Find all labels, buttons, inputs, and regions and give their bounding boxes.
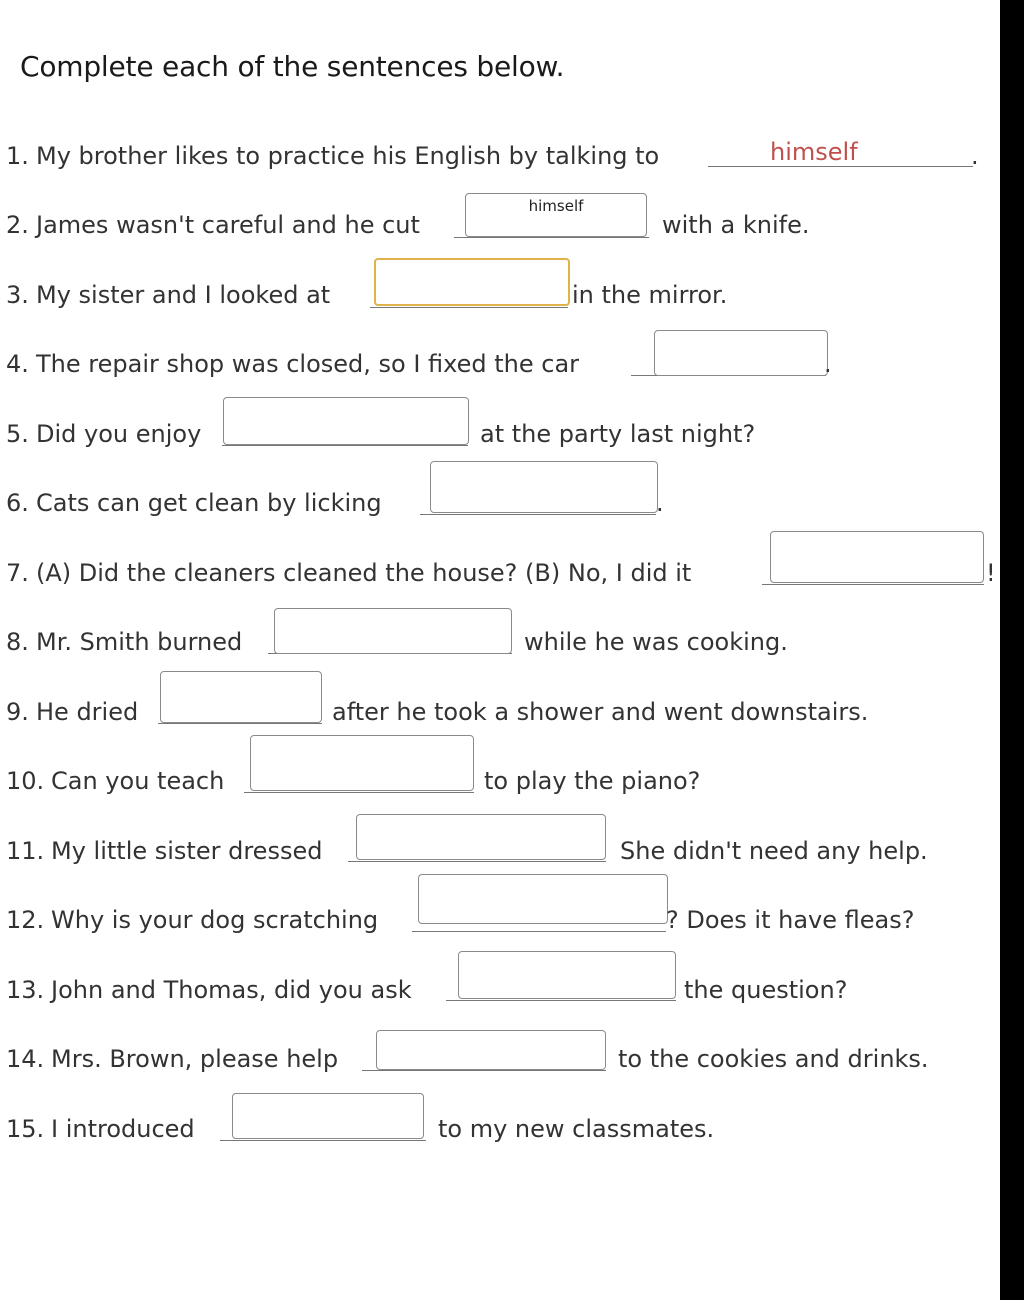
item-number: 15.	[6, 1115, 45, 1143]
sentence-5	[6, 414, 996, 454]
sentence-text: James wasn't careful and he cut	[36, 211, 420, 239]
answer-line	[420, 514, 656, 515]
item-number: 6.	[6, 489, 29, 517]
answer-box-2[interactable]	[465, 193, 647, 237]
item-number: 9.	[6, 698, 29, 726]
sentence-text: John and Thomas, did you ask	[51, 976, 412, 1004]
sentence-13	[6, 970, 996, 1010]
answer-box-14[interactable]	[376, 1030, 606, 1070]
item-number: 8.	[6, 628, 29, 656]
sentence-text: Mr. Smith burned	[36, 628, 243, 656]
answer-box-15[interactable]	[232, 1093, 424, 1139]
page-title: Complete each of the sentences below.	[20, 50, 565, 83]
item-number: 4.	[6, 350, 29, 378]
sentence-7	[6, 553, 1000, 593]
sentence-end: .	[656, 489, 664, 517]
sentence-text: I introduced	[51, 1115, 195, 1143]
sentence-text: My little sister dressed	[51, 837, 323, 865]
sentence-10	[6, 761, 996, 801]
answer-line	[370, 307, 568, 308]
answer-box-3[interactable]	[374, 258, 570, 306]
sentence-end: to play the piano?	[484, 767, 701, 795]
item-number: 10.	[6, 767, 45, 795]
answer-line	[362, 1070, 606, 1071]
answer-line	[348, 861, 606, 862]
answer-line	[220, 1140, 426, 1141]
sentence-4	[6, 344, 996, 384]
sentence-11	[6, 831, 996, 871]
sentence-3	[6, 275, 996, 315]
answer-box-10[interactable]	[250, 735, 474, 791]
sentence-2	[6, 197, 996, 245]
sentence-end: to the cookies and drinks.	[618, 1045, 929, 1073]
answer-box-12[interactable]	[418, 874, 668, 924]
sentence-end: .	[971, 142, 979, 170]
sentence-15	[6, 1109, 996, 1149]
sentence-6	[6, 483, 996, 523]
item-number: 3.	[6, 281, 29, 309]
sentence-text: Why is your dog scratching	[51, 906, 379, 934]
sentence-text: He dried	[36, 698, 139, 726]
sentence-text: My sister and I looked at	[36, 281, 331, 309]
answer-line	[158, 723, 322, 724]
item-number: 2.	[6, 211, 29, 239]
right-edge-bar	[1000, 0, 1024, 1300]
sentence-end: with a knife.	[662, 211, 810, 239]
sentence-end: after he took a shower and went downstairs.	[332, 698, 869, 726]
sentence-text: The repair shop was closed, so I fixed the car	[36, 350, 580, 378]
item-number: 14.	[6, 1045, 45, 1073]
item-number: 1.	[6, 142, 29, 170]
answer-box-13[interactable]	[458, 951, 676, 999]
item-number: 11.	[6, 837, 45, 865]
item-number: 13.	[6, 976, 45, 1004]
answer-line	[222, 445, 468, 446]
answer-box-7[interactable]	[770, 531, 984, 583]
sentence-text: My brother likes to practice his English by talking to	[36, 142, 660, 170]
sentence-text: Mrs. Brown, please help	[51, 1045, 339, 1073]
answer-box-8[interactable]	[274, 608, 512, 654]
sentence-text: (A) Did the cleaners cleaned the house? (B) No, I did it	[36, 559, 692, 587]
filled-answer: himself	[770, 138, 858, 166]
sentence-8	[6, 622, 996, 662]
answer-line	[446, 1000, 676, 1001]
answer-box-6[interactable]	[430, 461, 658, 513]
sentence-12	[6, 900, 996, 940]
sentence-end: !	[986, 559, 996, 587]
item-number: 5.	[6, 420, 29, 448]
sentence-end: while he was cooking.	[524, 628, 788, 656]
answer-line	[762, 584, 984, 585]
sentence-14	[6, 1039, 996, 1079]
sentence-end: .	[824, 350, 832, 378]
answer-box-value: himself	[528, 197, 584, 215]
answer-line	[412, 931, 666, 932]
sentence-9	[6, 692, 996, 732]
sentence-text: Did you enjoy	[36, 420, 202, 448]
item-number: 7.	[6, 559, 29, 587]
sentence-end: in the mirror.	[572, 281, 728, 309]
sentence-end: ? Does it have fleas?	[666, 906, 915, 934]
sentence-1	[6, 136, 996, 176]
answer-box-5[interactable]	[223, 397, 469, 445]
answer-box-11[interactable]	[356, 814, 606, 860]
sentence-end: She didn't need any help.	[620, 837, 928, 865]
answer-line	[244, 792, 474, 793]
answer-box-9[interactable]	[160, 671, 322, 723]
answer-line	[454, 237, 649, 238]
sentence-end: to my new classmates.	[438, 1115, 715, 1143]
item-number: 12.	[6, 906, 45, 934]
answer-box-4[interactable]	[654, 330, 828, 376]
sentence-text: Cats can get clean by licking	[36, 489, 382, 517]
sentence-end: the question?	[684, 976, 848, 1004]
sentence-end: at the party last night?	[480, 420, 756, 448]
sentence-text: Can you teach	[51, 767, 225, 795]
